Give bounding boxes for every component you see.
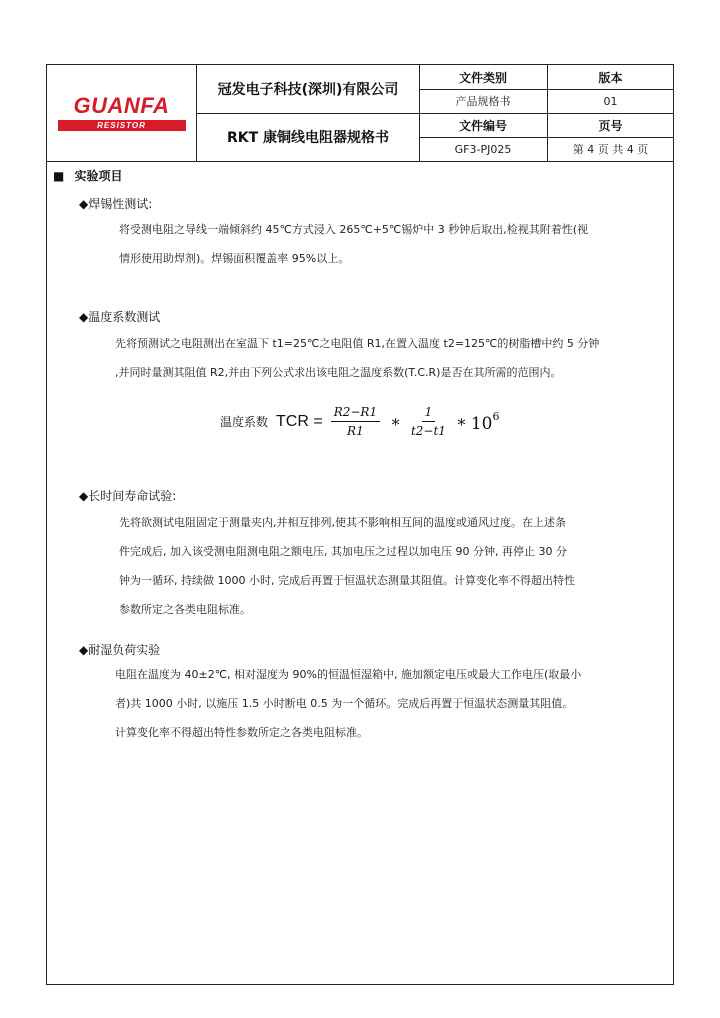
item-title-tcr: ◆温度系数测试 [79, 310, 161, 324]
section-heading [53, 167, 123, 184]
logo-wordmark: GUANFA [73, 93, 170, 118]
header-table [47, 65, 673, 162]
power-base: 10 [470, 413, 493, 434]
item-body-solderability [119, 215, 588, 273]
fraction-temperature [411, 405, 446, 438]
text-line: ,并同时量测其阻值 R2,并由下列公式求出该电阻之温度系数(T.C.R)是否在其所需的范围内。 [115, 366, 562, 379]
text-line: 将受测电阻之导线一端倾斜约 45℃方式浸入 265℃+5℃锡炉中 3 秒钟后取出,检视其附着性(视 [119, 223, 589, 236]
text-line: 钟为一循环, 持续做 1000 小时, 完成后再置于恒温状态测量其阻值。计算变化率不得超出特性 [119, 574, 575, 587]
item-body-tcr [115, 329, 599, 387]
text-line: 参数所定之各类电阻标准。 [119, 603, 251, 616]
square-bullet-icon: ■ [53, 169, 65, 183]
item-title-humidity-load: ◆耐湿负荷实验 [79, 643, 161, 657]
document-frame [46, 64, 674, 985]
multiply-sign: ∗ [455, 412, 467, 431]
fraction-denominator: R1 [347, 424, 364, 438]
document-title: RKT 康铜线电阻器规格书 [226, 130, 390, 146]
power-of-ten [471, 410, 500, 434]
formula-tcr: TCR = [276, 412, 323, 430]
text-line: 计算变化率不得超出特性参数所定之各类电阻标准。 [115, 726, 368, 739]
version-value: 01 [603, 94, 618, 108]
item-title-life-test: ◆长时间寿命试验: [79, 489, 177, 503]
text-line: 电阻在温度为 40±2℃, 相对湿度为 90%的恒温恒湿箱中, 施加额定电压或最大工作电压(取最小 [115, 668, 582, 681]
fraction-numerator: 1 [422, 405, 436, 422]
power-exponent: 6 [492, 409, 500, 423]
text-line: 者)共 1000 小时, 以施压 1.5 小时断电 0.5 为一个循环。完成后再置于恒温状态测量其阻值。 [115, 697, 574, 710]
version-label: 版本 [598, 70, 623, 85]
file-type-value: 产品规格书 [455, 95, 511, 108]
item-body-humidity-load [115, 660, 581, 747]
file-number-value: GF3-PJ025 [454, 142, 512, 156]
fraction-denominator: t2−t1 [410, 424, 446, 438]
text-line: 情形使用助焊剂)。焊锡面积覆盖率 95%以上。 [119, 252, 350, 265]
page-number: 第 4 页 共 4 页 [572, 143, 649, 156]
company-logo [47, 65, 196, 161]
formula-label: 温度系数 [220, 415, 269, 429]
fraction-resistance [331, 405, 380, 438]
fraction-numerator: R2−R1 [331, 405, 380, 422]
item-title-solderability: ◆焊锡性测试: [79, 197, 153, 211]
text-line: 先将欲测试电阻固定于测量夹内,并相互排列,使其不影响相互间的温度或通风过度。在上述条 [119, 516, 566, 529]
text-line: 件完成后, 加入该受测电阻测电阻之额电压, 其加电压之过程以加电压 90 分钟, 再停止 30 分 [119, 545, 567, 558]
company-name: 冠发电子科技(深圳)有限公司 [217, 82, 399, 98]
section-title: 实验项目 [74, 169, 123, 183]
item-body-life-test [119, 508, 575, 624]
file-type-label: 文件类别 [458, 70, 507, 85]
text-line: 先将预测试之电阻测出在室温下 t1=25℃之电阻值 R1,在置入温度 t2=125℃的树脂槽中约 5 分钟 [115, 337, 600, 350]
file-number-label: 文件编号 [458, 118, 507, 133]
logo-banner: RESISTOR [58, 120, 186, 131]
multiply-sign: ∗ [390, 412, 401, 431]
page-label: 页号 [598, 118, 623, 133]
tcr-formula [220, 405, 499, 438]
